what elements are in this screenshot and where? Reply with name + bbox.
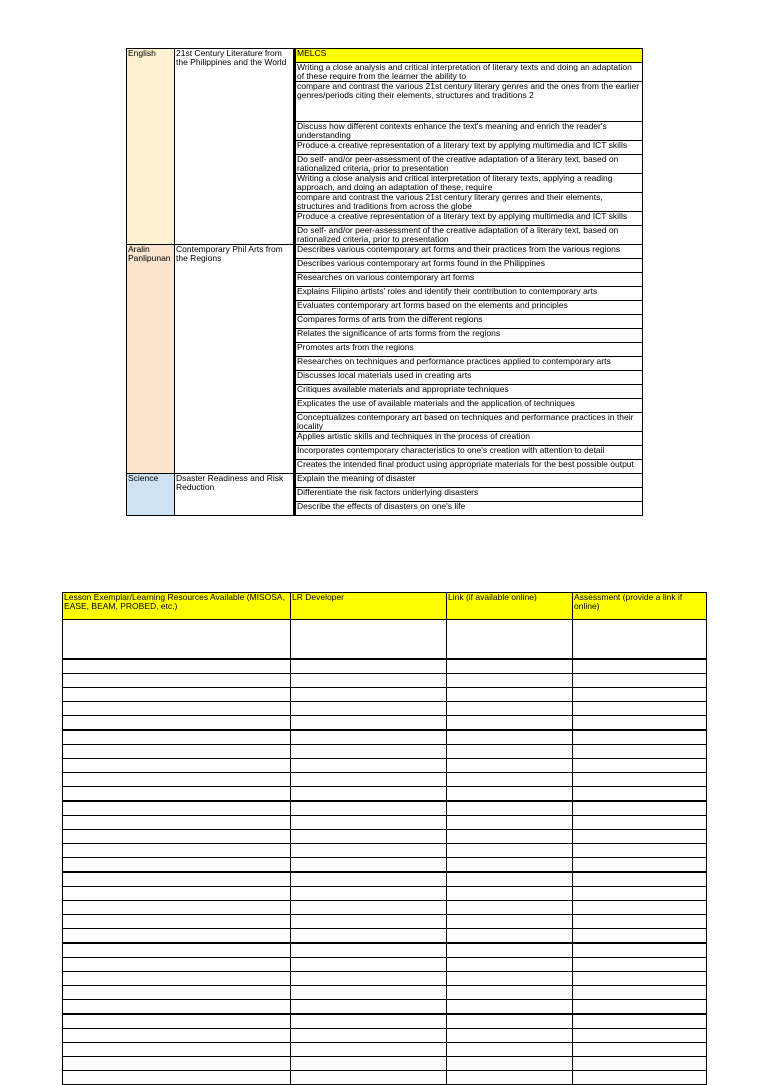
competency-cell: Describes various contemporary art forms found in the Philippines: [295, 259, 643, 273]
resource-cell[interactable]: [63, 773, 291, 787]
resource-cell[interactable]: [63, 872, 291, 887]
resource-cell[interactable]: [63, 1000, 291, 1015]
resource-cell[interactable]: [291, 659, 447, 674]
resource-cell[interactable]: [447, 730, 573, 745]
resource-cell[interactable]: [63, 674, 291, 688]
resource-cell[interactable]: [447, 844, 573, 858]
header-lr-developer: LR Developer: [291, 593, 447, 620]
resource-row: [63, 1071, 707, 1085]
competency-cell: Writing a close analysis and critical interpretation of literary texts and doing an adaptation of these require from the learner the ability to: [295, 63, 643, 82]
competency-cell: Researches on techniques and performance practices applied to contemporary arts: [295, 357, 643, 371]
resource-row: [63, 1057, 707, 1071]
resource-cell[interactable]: [291, 816, 447, 830]
competency-cell: Discuss how different contexts enhance the text's meaning and enrich the reader's understanding: [295, 122, 643, 141]
resource-cell[interactable]: [291, 674, 447, 688]
resource-cell[interactable]: [63, 745, 291, 759]
competency-cell: Evaluates contemporary art forms based on the elements and principles: [295, 301, 643, 315]
resource-cell[interactable]: [573, 716, 707, 731]
resource-row: [63, 730, 707, 745]
resource-row: [63, 844, 707, 858]
subject-cell: Science: [127, 474, 175, 516]
resource-row: [63, 620, 707, 660]
resource-cell[interactable]: [573, 958, 707, 972]
resource-cell[interactable]: [63, 958, 291, 972]
resource-cell[interactable]: [447, 688, 573, 702]
resource-cell[interactable]: [63, 901, 291, 915]
subject-cell: English: [127, 49, 175, 245]
resource-cell[interactable]: [63, 929, 291, 944]
resource-row: [63, 915, 707, 929]
competency-cell: Promotes arts from the regions: [295, 343, 643, 357]
resource-cell[interactable]: [573, 1071, 707, 1085]
resource-cell[interactable]: [291, 1029, 447, 1043]
competency-cell: Produce a creative representation of a literary text by applying multimedia and ICT skills: [295, 212, 643, 226]
resource-cell[interactable]: [573, 1029, 707, 1043]
resource-cell[interactable]: [573, 816, 707, 830]
resource-cell[interactable]: [447, 1014, 573, 1029]
competency-cell: Explain the meaning of disaster: [295, 474, 643, 488]
resource-cell[interactable]: [291, 901, 447, 915]
resource-cell[interactable]: [63, 620, 291, 660]
resource-row: [63, 929, 707, 944]
resource-cell[interactable]: [573, 915, 707, 929]
resource-cell[interactable]: [291, 943, 447, 958]
resource-cell[interactable]: [291, 844, 447, 858]
resource-cell[interactable]: [291, 1000, 447, 1015]
resource-cell[interactable]: [63, 986, 291, 1000]
competency-cell: Relates the significance of arts forms from the regions: [295, 329, 643, 343]
melcs-table: [126, 48, 643, 516]
resource-cell[interactable]: [447, 759, 573, 773]
resource-row: [63, 674, 707, 688]
resource-cell[interactable]: [447, 872, 573, 887]
competency-cell: Compares forms of arts from the different regions: [295, 315, 643, 329]
competency-cell: Differentiate the risk factors underlying disasters: [295, 488, 643, 502]
resource-row: [63, 872, 707, 887]
resource-cell[interactable]: [63, 1014, 291, 1029]
resource-cell[interactable]: [447, 943, 573, 958]
resource-cell[interactable]: [573, 872, 707, 887]
resource-cell[interactable]: [447, 1029, 573, 1043]
resource-row: [63, 943, 707, 958]
resource-cell[interactable]: [447, 787, 573, 802]
resource-cell[interactable]: [573, 858, 707, 873]
resource-cell[interactable]: [573, 730, 707, 745]
resource-cell[interactable]: [573, 773, 707, 787]
resource-row: [63, 759, 707, 773]
resource-cell[interactable]: [573, 929, 707, 944]
resource-cell[interactable]: [447, 1043, 573, 1057]
resource-row: [63, 972, 707, 986]
resource-cell[interactable]: [63, 1071, 291, 1085]
subject-cell: Aralin Panlipunan: [127, 245, 175, 474]
resource-cell[interactable]: [447, 972, 573, 986]
resource-cell[interactable]: [291, 986, 447, 1000]
competency-cell: Researches on various contemporary art forms: [295, 273, 643, 287]
resource-cell[interactable]: [573, 972, 707, 986]
resource-cell[interactable]: [291, 1043, 447, 1057]
resource-cell[interactable]: [447, 1071, 573, 1085]
course-cell: Dsaster Readiness and Risk Reduction: [175, 474, 295, 516]
resource-cell[interactable]: [573, 659, 707, 674]
resource-cell[interactable]: [63, 844, 291, 858]
course-cell: Contemporary Phil Arts from the Regions: [175, 245, 295, 474]
resource-cell[interactable]: [573, 688, 707, 702]
competency-cell: Creates the intended final product using appropriate materials for the best possible output: [295, 460, 643, 474]
resource-row: [63, 1043, 707, 1057]
resource-cell[interactable]: [291, 702, 447, 716]
header-assessment: Assessment (provide a link if online): [573, 593, 707, 620]
resource-cell[interactable]: [447, 1057, 573, 1071]
resource-cell[interactable]: [63, 1043, 291, 1057]
resource-cell[interactable]: [573, 901, 707, 915]
header-row: [63, 593, 707, 620]
resource-cell[interactable]: [291, 972, 447, 986]
resource-row: [63, 688, 707, 702]
competency-cell: Discusses local materials used in creating arts: [295, 371, 643, 385]
resource-cell[interactable]: [63, 1057, 291, 1071]
resource-cell[interactable]: [447, 620, 573, 660]
resource-row: [63, 1000, 707, 1015]
resource-cell[interactable]: [573, 887, 707, 901]
header-lesson-exemplar: Lesson Exemplar/Learning Resources Available (MISOSA, EASE, BEAM, PROBED, etc.): [63, 593, 291, 620]
resource-row: [63, 887, 707, 901]
resource-cell[interactable]: [291, 1071, 447, 1085]
resource-cell[interactable]: [63, 759, 291, 773]
resource-cell[interactable]: [447, 901, 573, 915]
resource-cell[interactable]: [573, 1043, 707, 1057]
resource-cell[interactable]: [447, 929, 573, 944]
competency-cell: Writing a close analysis and critical interpretation of literary texts, applying a reading approach, and doing an adaptation of these, require: [295, 174, 643, 193]
resource-cell[interactable]: [291, 730, 447, 745]
resource-cell[interactable]: [447, 1000, 573, 1015]
resource-cell[interactable]: [447, 958, 573, 972]
competency-cell: Do self- and/or peer-assessment of the creative adaptation of a literary text, based on rationalized criteria, prior to presentation: [295, 226, 643, 245]
competency-cell: Explains Filipino artists' roles and identify their contribution to contemporary arts: [295, 287, 643, 301]
resource-cell[interactable]: [447, 659, 573, 674]
header-link: Link (if available online): [447, 593, 573, 620]
resource-cell[interactable]: [573, 674, 707, 688]
resource-cell[interactable]: [291, 716, 447, 731]
resource-row: [63, 816, 707, 830]
competency-cell: Applies artistic skills and techniques in the process of creation: [295, 432, 643, 446]
competency-row: [127, 49, 643, 63]
resource-cell[interactable]: [63, 787, 291, 802]
learning-resources-table: [62, 592, 707, 1085]
course-cell: 21st Century Literature from the Philippines and the World: [175, 49, 295, 245]
resource-cell[interactable]: [63, 915, 291, 929]
resource-cell[interactable]: [291, 887, 447, 901]
resource-cell[interactable]: [447, 915, 573, 929]
resource-cell[interactable]: [63, 801, 291, 816]
resource-cell[interactable]: [447, 816, 573, 830]
resource-row: [63, 716, 707, 731]
resource-cell[interactable]: [63, 943, 291, 958]
resource-cell[interactable]: [573, 787, 707, 802]
resource-cell[interactable]: [291, 858, 447, 873]
resource-row: [63, 958, 707, 972]
competency-cell: Do self- and/or peer-assessment of the creative adaptation of a literary text, based on rationalized criteria, prior to presentation: [295, 155, 643, 174]
competency-cell: compare and contrast the various 21st century literary genres and the ones from the earlier genres/periods citing their elements, structures and traditions 2: [295, 82, 643, 122]
resource-row: [63, 787, 707, 802]
resource-cell[interactable]: [63, 702, 291, 716]
resource-cell[interactable]: [291, 773, 447, 787]
resource-cell[interactable]: [573, 1000, 707, 1015]
resource-row: [63, 830, 707, 844]
competency-cell: Explicates the use of available materials and the application of techniques: [295, 399, 643, 413]
resource-cell[interactable]: [573, 943, 707, 958]
resource-cell[interactable]: [573, 1014, 707, 1029]
competency-row: [127, 474, 643, 488]
resource-cell[interactable]: [291, 745, 447, 759]
resource-cell[interactable]: [291, 801, 447, 816]
competency-cell: Critiques available materials and appropriate techniques: [295, 385, 643, 399]
resource-cell[interactable]: [573, 745, 707, 759]
resource-cell[interactable]: [291, 787, 447, 802]
resource-cell[interactable]: [447, 887, 573, 901]
resource-cell[interactable]: [573, 844, 707, 858]
resource-cell[interactable]: [573, 620, 707, 660]
resource-row: [63, 773, 707, 787]
resource-cell[interactable]: [573, 702, 707, 716]
resource-cell[interactable]: [291, 688, 447, 702]
resource-row: [63, 659, 707, 674]
resource-cell[interactable]: [447, 801, 573, 816]
resource-row: [63, 1029, 707, 1043]
resource-cell[interactable]: [291, 872, 447, 887]
resource-cell[interactable]: [63, 688, 291, 702]
resource-row: [63, 745, 707, 759]
competency-cell: Conceptualizes contemporary art based on techniques and performance practices in their locality: [295, 413, 643, 432]
resource-cell[interactable]: [291, 1014, 447, 1029]
competency-cell: Incorporates contemporary characteristics to one's creation with attention to detail: [295, 446, 643, 460]
resource-cell[interactable]: [573, 759, 707, 773]
resource-cell[interactable]: [447, 702, 573, 716]
melcs-header: MELCS: [295, 49, 643, 63]
competency-cell: Produce a creative representation of a literary text by applying multimedia and ICT skills: [295, 141, 643, 155]
resource-cell[interactable]: [63, 887, 291, 901]
resource-cell[interactable]: [291, 915, 447, 929]
resource-cell[interactable]: [573, 986, 707, 1000]
resource-cell[interactable]: [447, 830, 573, 844]
resource-row: [63, 901, 707, 915]
resource-cell[interactable]: [291, 1057, 447, 1071]
resource-cell[interactable]: [291, 830, 447, 844]
resource-row: [63, 702, 707, 716]
resource-cell[interactable]: [447, 674, 573, 688]
resource-cell[interactable]: [291, 929, 447, 944]
resource-cell[interactable]: [573, 801, 707, 816]
competency-cell: Describe the effects of disasters on one's life: [295, 502, 643, 516]
resource-cell[interactable]: [573, 830, 707, 844]
resource-row: [63, 858, 707, 873]
resource-cell[interactable]: [447, 858, 573, 873]
resource-cell[interactable]: [291, 620, 447, 660]
resource-cell[interactable]: [573, 1057, 707, 1071]
resource-cell[interactable]: [447, 986, 573, 1000]
resource-cell[interactable]: [63, 716, 291, 731]
resource-cell[interactable]: [63, 659, 291, 674]
resource-cell[interactable]: [447, 773, 573, 787]
resource-cell[interactable]: [63, 1029, 291, 1043]
resource-cell[interactable]: [63, 816, 291, 830]
competency-row: [127, 245, 643, 259]
competency-cell: Describes various contemporary art forms and their practices from the various regions: [295, 245, 643, 259]
resource-cell[interactable]: [291, 759, 447, 773]
resource-row: [63, 801, 707, 816]
resource-cell[interactable]: [63, 858, 291, 873]
competency-cell: compare and contrast the various 21st century literary genres and their elements, structures and traditions from across the globe: [295, 193, 643, 212]
resource-row: [63, 1014, 707, 1029]
resource-cell[interactable]: [291, 958, 447, 972]
resource-cell[interactable]: [63, 830, 291, 844]
resource-cell[interactable]: [63, 972, 291, 986]
resource-cell[interactable]: [447, 716, 573, 731]
resource-cell[interactable]: [63, 730, 291, 745]
resource-cell[interactable]: [447, 745, 573, 759]
resource-row: [63, 986, 707, 1000]
